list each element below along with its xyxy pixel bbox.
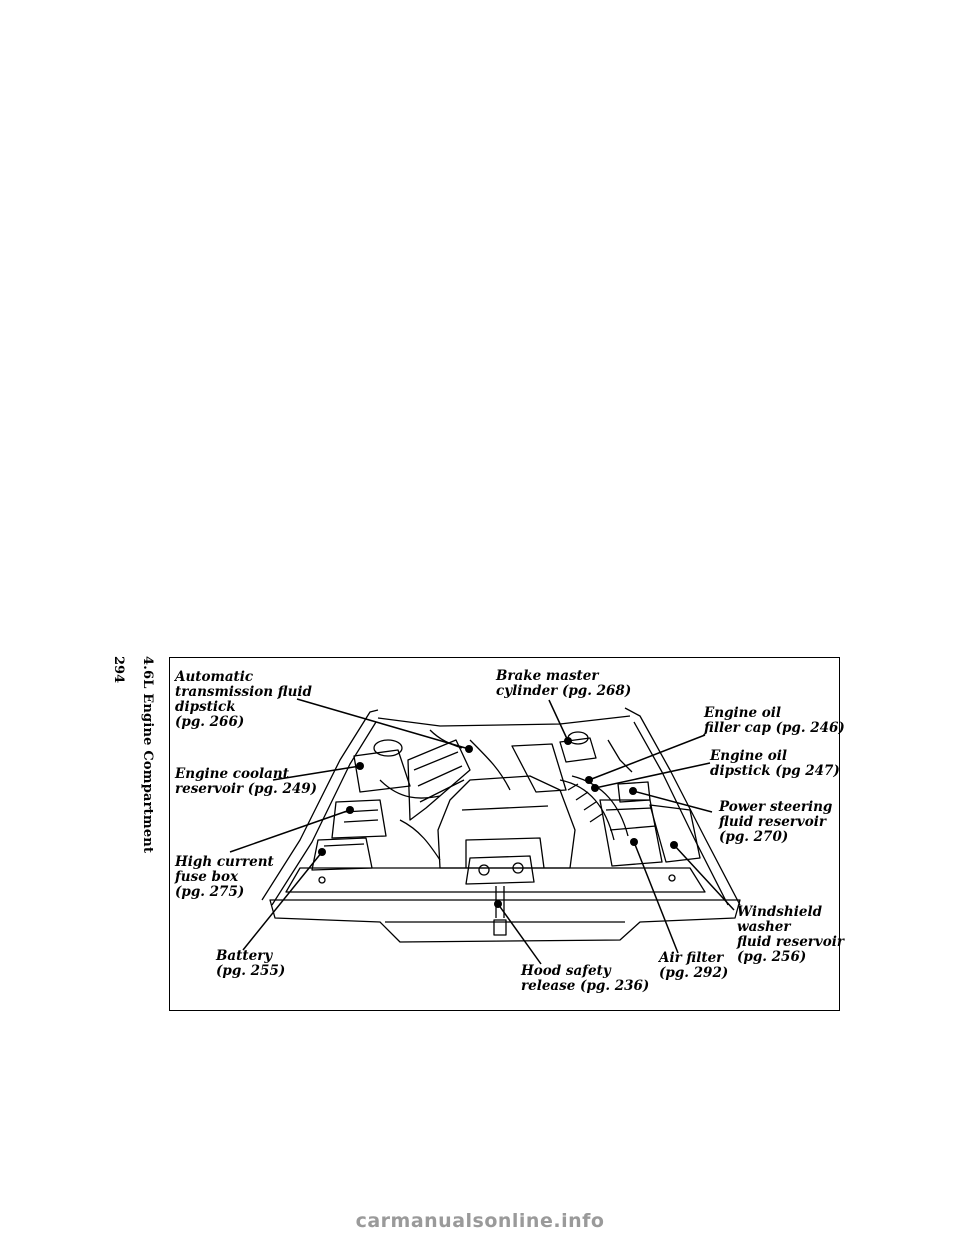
label-air-filter: Air filter (pg. 292) <box>659 950 729 981</box>
engine-right-bank <box>512 744 566 792</box>
dot-hood-release <box>494 900 502 908</box>
dot-oil-filler <box>585 776 593 784</box>
dot-washer <box>670 841 678 849</box>
left-fender <box>262 710 378 900</box>
front-bumper <box>270 900 740 942</box>
dot-air-filter <box>630 838 638 846</box>
label-power-steering-fluid-reservoir: Power steering fluid reservoir (pg. 270) <box>719 799 833 845</box>
coolant-reservoir <box>354 750 410 792</box>
dot-transmission <box>465 745 473 753</box>
label-windshield-washer-fluid-reservoir: Windshield washer fluid reservoir (pg. 256) <box>737 904 844 965</box>
intake-plenum <box>438 776 575 868</box>
label-high-current-fuse-box: High current fuse box (pg. 275) <box>175 854 274 900</box>
hood-latch <box>466 856 534 884</box>
dot-battery <box>318 848 326 856</box>
label-hood-safety-release: Hood safety release (pg. 236) <box>521 963 650 994</box>
watermark-text: carmanualsonline.info <box>355 1210 605 1232</box>
dot-oil-dipstick <box>591 784 599 792</box>
label-engine-oil-dipstick: Engine oil dipstick (pg 247) <box>710 748 840 779</box>
dot-coolant <box>356 762 364 770</box>
label-engine-oil-filler-cap: Engine oil filler cap (pg. 246) <box>704 705 845 736</box>
label-brake-master-cylinder: Brake master cylinder (pg. 268) <box>496 668 632 699</box>
cowl <box>378 716 630 726</box>
label-automatic-transmission-fluid-dipstick: Automatic transmission fluid dipstick (pg. 266) <box>175 669 312 730</box>
engine-left-bank <box>408 740 470 820</box>
dot-brake <box>564 737 572 745</box>
section-title: 4.6L Engine Compartment <box>140 656 155 854</box>
page-number: 294 <box>111 656 126 684</box>
fuse-box <box>332 800 386 838</box>
label-battery: Battery (pg. 255) <box>216 948 286 979</box>
label-engine-coolant-reservoir: Engine coolant reservoir (pg. 249) <box>175 766 318 797</box>
dot-fuse-box <box>346 806 354 814</box>
dot-power-steering <box>629 787 637 795</box>
